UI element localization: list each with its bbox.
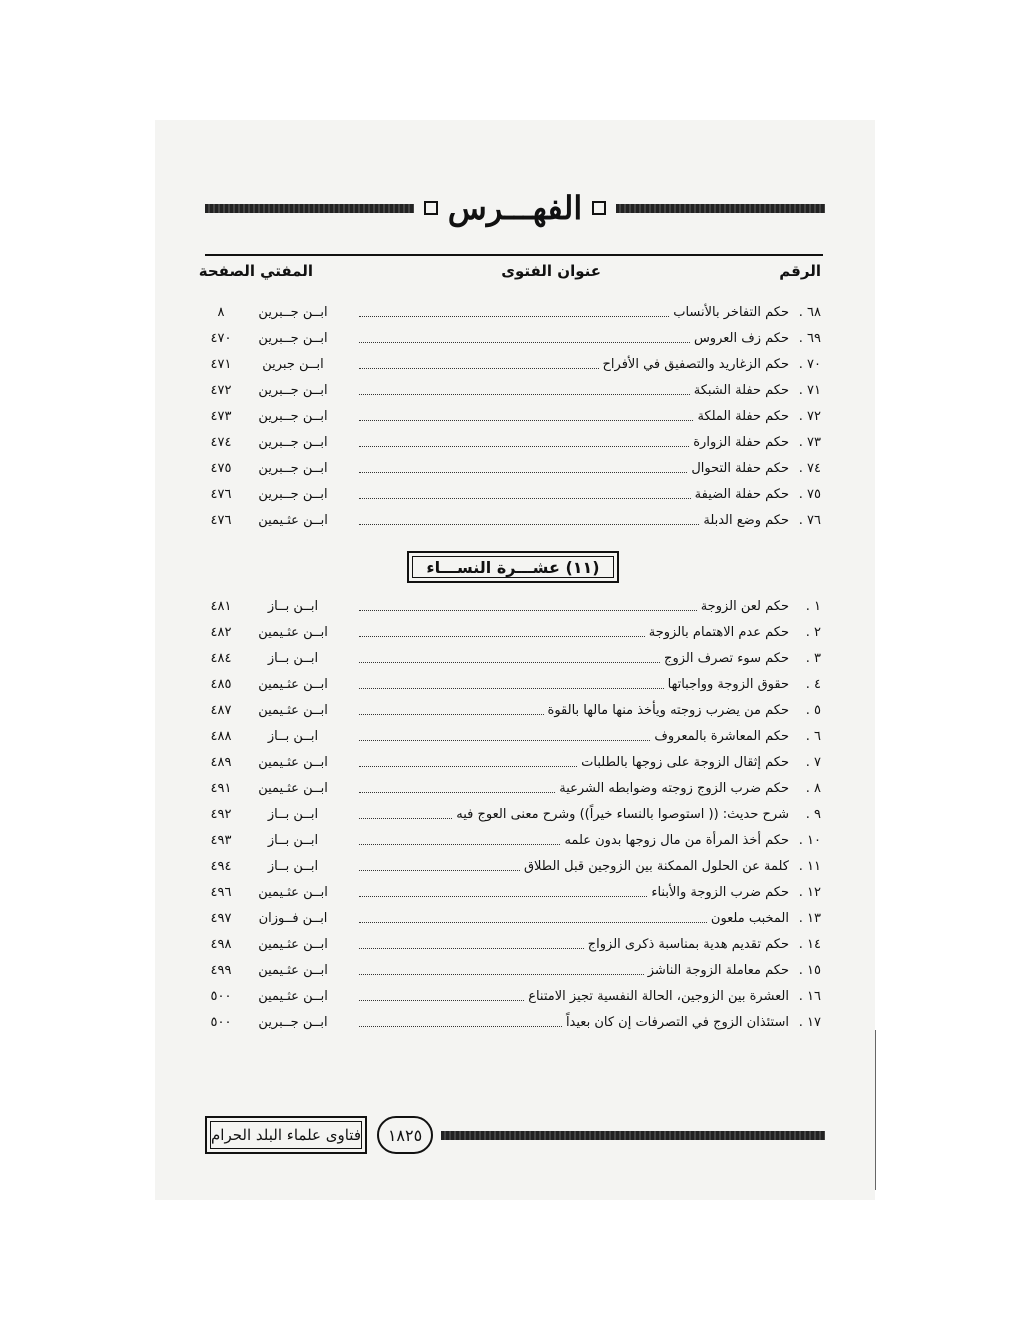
entry-number: ١٤ . [798, 937, 821, 952]
dot-leader [359, 662, 660, 663]
entry-title: حكم ضرب الزوجة والأبناء [651, 885, 789, 900]
entry-number: ١٣ . [798, 911, 821, 926]
entry-title: حكم الزغاريد والتصفيق في الأفراح [602, 357, 789, 372]
entry-number: ٦٨ . [798, 305, 821, 320]
entry-number: ٧٤ . [798, 461, 821, 476]
entry-number: ٩ . [805, 807, 821, 822]
toc-row [205, 958, 823, 984]
entry-title-wrap [359, 672, 789, 698]
page-footer [205, 1116, 825, 1156]
dot-leader [359, 498, 691, 499]
title-rule-right [616, 204, 825, 213]
dot-leader [359, 394, 690, 395]
toc-row [205, 906, 823, 932]
entry-title-wrap [359, 404, 789, 430]
section-heading: (١١) عشـــرة النســـاء [426, 557, 600, 577]
entry-mufti: ابــن عثـيمين [258, 625, 328, 640]
entry-title: حكم حفلة الزوارة [693, 435, 789, 450]
entry-mufti: ابــن جــبرين [258, 487, 328, 502]
column-header-page: الصفحة [198, 262, 255, 280]
entry-title: حكم زف العروس [693, 331, 789, 346]
entry-title-wrap [359, 646, 789, 672]
dot-leader [359, 610, 697, 611]
section-heading-box [407, 551, 619, 583]
entry-title: حكم حفلة الشبكة [693, 383, 789, 398]
entry-title: حكم المعاشرة بالمعروف [654, 729, 789, 744]
toc-row [205, 508, 823, 534]
dot-leader [359, 524, 699, 525]
entry-number: ١٦ . [798, 989, 821, 1004]
toc-row [205, 404, 823, 430]
entry-mufti: ابــن جــبرين [258, 383, 328, 398]
entry-number: ١ . [805, 599, 821, 614]
entry-title: حكم حفلة الملكة [697, 409, 789, 424]
entry-mufti: ابــن جــبرين [258, 435, 328, 450]
entry-page: ٤٩٢ [210, 807, 232, 822]
entry-number: ٧٢ . [798, 409, 821, 424]
toc-row [205, 646, 823, 672]
entry-title: حكم حفلة التحوال [691, 461, 789, 476]
entry-page: ٤٨٤ [210, 651, 232, 666]
footer-page-number: ١٨٢٥ [377, 1116, 433, 1154]
entry-title: حكم لعن الزوجة [700, 599, 789, 614]
entry-page: ٤٧٠ [210, 331, 232, 346]
entry-title-wrap [359, 430, 789, 456]
toc-row [205, 880, 823, 906]
entry-title-wrap [359, 828, 789, 854]
entry-title-wrap [359, 620, 789, 646]
entry-mufti: ابــن بــاز [267, 859, 319, 874]
entry-number: ٧٥ . [798, 487, 821, 502]
toc-row [205, 802, 823, 828]
dot-leader [359, 896, 647, 897]
entry-title-wrap [359, 776, 789, 802]
footer-rule [441, 1131, 825, 1140]
dot-leader [359, 766, 577, 767]
entry-title: حكم أخذ المرأة من مال زوجها بدون علمه [564, 833, 789, 848]
entry-title: حكم سوء تصرف الزوج [664, 651, 789, 666]
entry-page: ٤٨٨ [210, 729, 232, 744]
entry-number: ١١ . [798, 859, 821, 874]
dot-leader [359, 740, 650, 741]
entry-mufti: ابــن جــبرين [258, 305, 328, 320]
entry-title: حكم ضرب الزوج زوجته وضوابطه الشرعية [559, 781, 789, 796]
scan-margin-line [875, 1030, 876, 1190]
column-headers [198, 262, 823, 286]
toc-list-part-1 [205, 300, 823, 534]
entry-title: حكم وضع الدبلة [703, 513, 789, 528]
entry-page: ٤٧٦ [210, 513, 232, 528]
column-header-mufti: المفتي [260, 262, 313, 280]
entry-mufti: ابــن عثـيمين [258, 989, 328, 1004]
entry-page: ٥٠٠ [210, 989, 232, 1004]
dot-leader [359, 472, 687, 473]
toc-row [205, 378, 823, 404]
entry-title-wrap [359, 750, 789, 776]
dot-leader [359, 368, 599, 369]
toc-row [205, 456, 823, 482]
entry-page: ٥٠٠ [210, 1015, 232, 1030]
entry-title: حكم التفاخر بالأنساب [673, 305, 789, 320]
entry-title: العشرة بين الزوجين، الحالة النفسية تجيز الامتناع [528, 989, 789, 1004]
entry-title-wrap [359, 508, 789, 534]
entry-title-wrap [359, 300, 789, 326]
entry-title-wrap [359, 456, 789, 482]
entry-title-wrap [359, 958, 789, 984]
toc-list-part-2 [205, 594, 823, 1036]
entry-title-wrap [359, 724, 789, 750]
page-title: الفهـــرس [447, 189, 583, 227]
entry-title-wrap [359, 880, 789, 906]
entry-page: ٤٧٥ [210, 461, 232, 476]
entry-mufti: ابــن جــبرين [258, 461, 328, 476]
entry-title: حكم إثقال الزوجة على زوجها بالطلبات [581, 755, 789, 770]
dot-leader [359, 714, 544, 715]
entry-title: حكم عدم الاهتمام بالزوجة [648, 625, 789, 640]
entry-number: ٧٠ . [798, 357, 821, 372]
entry-title-wrap [359, 594, 789, 620]
square-ornament-icon [424, 201, 438, 215]
entry-mufti: ابــن عثـيمين [258, 963, 328, 978]
entry-page: ٤٨٩ [210, 755, 232, 770]
entry-page: ٤٨٢ [210, 625, 232, 640]
entry-page: ٤٨٧ [210, 703, 232, 718]
dot-leader [359, 974, 644, 975]
dot-leader [359, 316, 669, 317]
entry-title: استئذان الزوج في التصرفات إن كان بعيداً [565, 1015, 789, 1030]
entry-number: ٢ . [805, 625, 821, 640]
header-rule [205, 254, 823, 256]
entry-mufti: ابــن عثـيمين [258, 703, 328, 718]
entry-number: ٣ . [805, 651, 821, 666]
dot-leader [359, 818, 452, 819]
toc-row [205, 300, 823, 326]
entry-number: ١٢ . [798, 885, 821, 900]
toc-row [205, 854, 823, 880]
entry-number: ٤ . [805, 677, 821, 692]
dot-leader [359, 420, 693, 421]
entry-number: ٧١ . [798, 383, 821, 398]
entry-mufti: ابــن فــوزان [258, 911, 328, 926]
square-ornament-icon [592, 201, 606, 215]
entry-mufti: ابــن بــاز [267, 807, 319, 822]
entry-number: ١٥ . [798, 963, 821, 978]
entry-page: ٤٩٨ [210, 937, 232, 952]
toc-row [205, 750, 823, 776]
entry-title-wrap [359, 378, 789, 404]
entry-number: ٧٣ . [798, 435, 821, 450]
column-header-number: الرقم [779, 262, 821, 280]
dot-leader [359, 636, 645, 637]
toc-row [205, 776, 823, 802]
entry-page: ٤٧٢ [210, 383, 232, 398]
entry-mufti: ابــن عثـيمين [258, 937, 328, 952]
dot-leader [359, 688, 664, 689]
entry-mufti: ابــن عثـيمين [258, 885, 328, 900]
entry-title-wrap [359, 482, 789, 508]
entry-title: حكم تقديم هدية بمناسبة ذكرى الزواج [587, 937, 789, 952]
entry-mufti: ابــن جــبرين [258, 1015, 328, 1030]
toc-row [205, 594, 823, 620]
toc-row [205, 430, 823, 456]
entry-page: ٤٧٤ [210, 435, 232, 450]
entry-mufti: ابــن بــاز [267, 651, 319, 666]
entry-number: ٥ . [805, 703, 821, 718]
entry-mufti: ابــن عثـيمين [258, 781, 328, 796]
entry-number: ٦٩ . [798, 331, 821, 346]
dot-leader [359, 870, 520, 871]
entry-number: ٧٦ . [798, 513, 821, 528]
entry-page: ٤٩٣ [210, 833, 232, 848]
toc-row [205, 932, 823, 958]
entry-title-wrap [359, 906, 789, 932]
dot-leader [359, 1000, 524, 1001]
title-bar [205, 186, 825, 230]
entry-title: حقوق الزوجة وواجباتها [667, 677, 789, 692]
entry-number: ١٧ . [798, 1015, 821, 1030]
entry-title-wrap [359, 802, 789, 828]
entry-page: ٤٧١ [210, 357, 232, 372]
entry-mufti: ابــن جــبرين [258, 331, 328, 346]
entry-page: ٤٩٩ [210, 963, 232, 978]
entry-page: ٤٧٣ [210, 409, 232, 424]
entry-mufti: ابــن بــاز [267, 599, 319, 614]
entry-page: ٤٩٦ [210, 885, 232, 900]
dot-leader [359, 922, 707, 923]
entry-mufti: ابــن بــاز [267, 833, 319, 848]
footer-book-title: فتاوى علماء البلد الحرام [210, 1126, 362, 1144]
entry-mufti: ابــن بــاز [267, 729, 319, 744]
dot-leader [359, 446, 689, 447]
entry-title: كلمة عن الحلول الممكنة بين الزوجين قبل الطلاق [523, 859, 789, 874]
footer-book-title-box [205, 1116, 367, 1154]
entry-title: المخبب ملعون [710, 911, 789, 926]
dot-leader [359, 1026, 562, 1027]
title-box [414, 189, 616, 227]
toc-row [205, 620, 823, 646]
toc-row [205, 482, 823, 508]
toc-row [205, 1010, 823, 1036]
dot-leader [359, 948, 584, 949]
entry-title-wrap [359, 1010, 789, 1036]
toc-row [205, 326, 823, 352]
entry-page: ٤٩٤ [210, 859, 232, 874]
entry-mufti: ابــن جــبرين [258, 409, 328, 424]
entry-title: شرح حديث: (( استوصوا بالنساء خيراً)) وشرح معنى العوج فيه [456, 807, 789, 822]
entry-title-wrap [359, 326, 789, 352]
toc-row [205, 984, 823, 1010]
entry-mufti: ابــن عثـيمين [258, 513, 328, 528]
dot-leader [359, 792, 555, 793]
entry-title: حكم حفلة الضيفة [694, 487, 789, 502]
entry-number: ٧ . [805, 755, 821, 770]
entry-title: حكم من يضرب زوجته ويأخذ منها مالها بالقوة [547, 703, 789, 718]
entry-mufti: ابــن عثـيمين [258, 677, 328, 692]
entry-title-wrap [359, 698, 789, 724]
entry-number: ١٠ . [798, 833, 821, 848]
entry-title-wrap [359, 932, 789, 958]
entry-page: ٤٩١ [210, 781, 232, 796]
toc-row [205, 828, 823, 854]
column-header-title: عنوان الفتوى [501, 262, 601, 280]
toc-row [205, 672, 823, 698]
dot-leader [359, 342, 690, 343]
entry-number: ٨ . [805, 781, 821, 796]
entry-title-wrap [359, 854, 789, 880]
entry-mufti: ابــن عثـيمين [258, 755, 328, 770]
entry-title: حكم معاملة الزوجة الناشز [647, 963, 789, 978]
entry-page: ٤٨١ [210, 599, 232, 614]
entry-page: ٤٨٥ [210, 677, 232, 692]
toc-row [205, 352, 823, 378]
entry-mufti: ابــن جبرين [262, 357, 324, 372]
entry-page: ٤٩٧ [210, 911, 232, 926]
entry-page: ٨ [217, 305, 225, 320]
entry-title-wrap [359, 352, 789, 378]
toc-row [205, 724, 823, 750]
toc-row [205, 698, 823, 724]
entry-number: ٦ . [805, 729, 821, 744]
entry-page: ٤٧٦ [210, 487, 232, 502]
entry-title-wrap [359, 984, 789, 1010]
dot-leader [359, 844, 560, 845]
title-rule-left [205, 204, 414, 213]
